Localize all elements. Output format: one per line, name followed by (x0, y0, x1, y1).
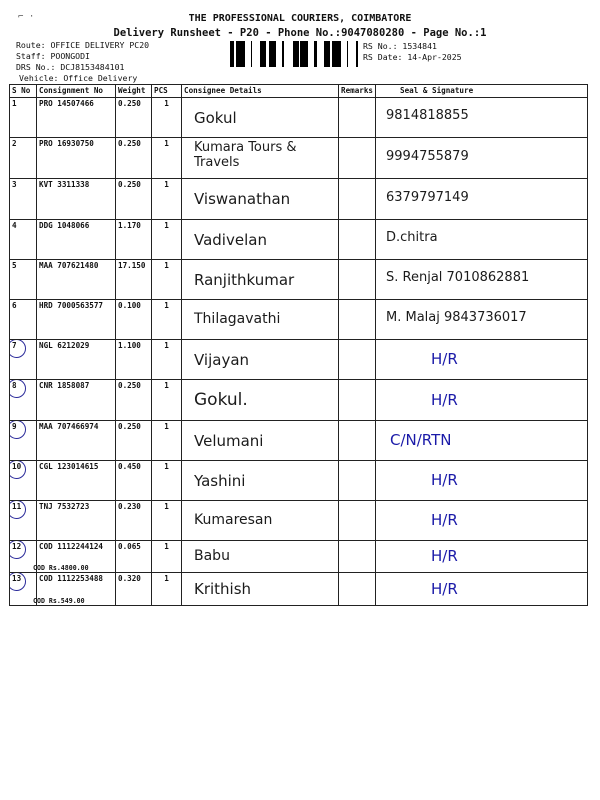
rs-number: RS No.: 1534841 (363, 41, 437, 51)
row-pcs: 1 (152, 138, 182, 179)
runsheet-subtitle: Delivery Runsheet - P20 - Phone No.:9047080280 - Page No.:1 (113, 27, 487, 39)
table-row (10, 541, 588, 573)
row-remarks (339, 461, 376, 501)
table-row (10, 501, 588, 541)
row-sno (10, 461, 37, 501)
row-consignee-text: Vadivelan (194, 230, 267, 249)
row-signature (376, 220, 588, 260)
row-sno (10, 179, 37, 220)
row-consignee (182, 220, 339, 260)
row-sno (10, 340, 37, 380)
row-consignment-text: DDG 1048066 (39, 221, 90, 230)
row-signature-text: H/R (431, 547, 458, 565)
row-consignee-text: Babu (194, 548, 230, 564)
row-remarks (339, 220, 376, 260)
row-signature (376, 260, 588, 300)
row-weight: 1.170 (116, 220, 152, 260)
rs-date: RS Date: 14-Apr-2025 (363, 52, 462, 62)
row-weight: 0.250 (116, 421, 152, 461)
row-pcs: 1 (152, 573, 182, 606)
row-consignment-text: TNJ 7532723 (39, 502, 90, 511)
row-consignment-text: HRD 7000563577 (39, 301, 104, 310)
row-consignment (37, 300, 116, 340)
row-sno (10, 138, 37, 179)
table-row (10, 260, 588, 300)
row-cod-amount: COD Rs.549.00 (33, 597, 85, 605)
col-sno: S No (10, 85, 37, 98)
row-pcs: 1 (152, 340, 182, 380)
row-pcs: 1 (152, 300, 182, 340)
circle-mark (10, 501, 27, 520)
row-sno-text: 11 (12, 502, 22, 511)
row-signature-text: H/R (431, 390, 458, 409)
table-row (10, 220, 588, 260)
row-sno-text: 2 (12, 139, 17, 148)
row-consignment (37, 179, 116, 220)
row-signature-text: S. Renjal 7010862881 (386, 270, 530, 285)
col-consignment: Consignment No (37, 85, 116, 98)
row-consignment-text: CGL 123014615 (39, 462, 99, 471)
row-consignment (37, 138, 116, 179)
row-sno-text: 1 (12, 99, 17, 108)
col-remarks: Remarks (339, 85, 376, 98)
table-row (10, 421, 588, 461)
row-remarks (339, 380, 376, 421)
table-row (10, 179, 588, 220)
row-signature-text: 9994755879 (386, 148, 469, 164)
row-consignment (37, 421, 116, 461)
table-row (10, 573, 588, 606)
row-pcs: 1 (152, 501, 182, 541)
row-consignee-text: Thilagavathi (194, 311, 281, 327)
row-consignment-text: MAA 707466974 (39, 422, 99, 431)
row-pcs: 1 (152, 461, 182, 501)
row-signature (376, 340, 588, 380)
row-signature-text: H/R (431, 511, 458, 529)
col-consignee-details: Consignee Details (182, 85, 339, 98)
row-consignee (182, 340, 339, 380)
row-sno-text: 5 (12, 261, 17, 270)
table-row (10, 300, 588, 340)
row-weight: 0.320 (116, 573, 152, 606)
row-consignment (37, 380, 116, 421)
row-consignee (182, 573, 339, 606)
row-consignee (182, 260, 339, 300)
circle-mark (10, 461, 27, 480)
row-weight: 0.250 (116, 138, 152, 179)
vehicle-label: Vehicle: Office Delivery (19, 73, 138, 83)
row-pcs: 1 (152, 421, 182, 461)
row-signature-text: 9814818855 (386, 108, 469, 123)
row-signature (376, 461, 588, 501)
row-consignee-text: Ranjithkumar (194, 270, 295, 289)
row-consignment (37, 461, 116, 501)
table-row (10, 98, 588, 138)
row-sno (10, 501, 37, 541)
table-row (10, 380, 588, 421)
row-consignment-text: COD 1112253488 (39, 574, 104, 583)
row-consignee (182, 98, 339, 138)
row-pcs: 1 (152, 179, 182, 220)
row-remarks (339, 98, 376, 138)
row-consignee-text: Gokul (194, 108, 237, 127)
row-sno (10, 380, 37, 421)
runsheet-table (9, 84, 588, 606)
row-consignee (182, 421, 339, 461)
row-sno-text: 12 (12, 542, 22, 551)
row-sno-text: 4 (12, 221, 17, 230)
row-pcs: 1 (152, 380, 182, 421)
staff-label: Staff: POONGODI (16, 51, 90, 61)
row-sno-text: 6 (12, 301, 17, 310)
circle-mark (10, 573, 27, 592)
row-signature-text: M. Malaj 9843736017 (386, 310, 527, 325)
row-consignee (182, 461, 339, 501)
row-sno-text: 9 (12, 422, 17, 431)
table-row (10, 340, 588, 380)
row-signature-text: 6379797149 (386, 189, 469, 205)
row-pcs: 1 (152, 220, 182, 260)
row-signature (376, 573, 588, 606)
row-consignee-text: Kumaresan (194, 512, 273, 528)
row-consignment (37, 260, 116, 300)
row-signature (376, 421, 588, 461)
row-weight: 17.150 (116, 260, 152, 300)
row-consignment-text: PRO 16930750 (39, 139, 94, 148)
row-consignee (182, 138, 339, 179)
row-consignee (182, 380, 339, 421)
row-weight: 1.100 (116, 340, 152, 380)
row-remarks (339, 541, 376, 573)
row-sno-text: 3 (12, 180, 17, 189)
row-signature (376, 501, 588, 541)
row-consignee-text: Gokul. (194, 390, 248, 410)
table-header-row (10, 85, 588, 98)
row-consignment (33, 573, 116, 606)
row-consignee (182, 179, 339, 220)
row-consignment (37, 501, 116, 541)
row-remarks (339, 421, 376, 461)
row-sno (10, 220, 37, 260)
row-remarks (339, 501, 376, 541)
row-sno-text: 13 (12, 574, 22, 583)
col-pcs: PCS (152, 85, 182, 98)
row-remarks (339, 138, 376, 179)
scan-mark: ⌐ · (18, 12, 35, 22)
row-weight: 0.250 (116, 179, 152, 220)
row-signature (376, 380, 588, 421)
route-label: Route: OFFICE DELIVERY PC20 (16, 40, 150, 50)
table-row (10, 461, 588, 501)
col-signature: Seal & Signature (376, 85, 588, 98)
row-signature (376, 138, 588, 179)
circle-mark (10, 541, 27, 560)
row-weight: 0.065 (116, 541, 152, 573)
row-signature-text: H/R (431, 350, 458, 368)
row-pcs: 1 (152, 541, 182, 573)
row-consignment-text: MAA 707621480 (39, 261, 99, 270)
col-weight: Weight (116, 85, 152, 98)
row-remarks (339, 300, 376, 340)
row-consignee (182, 501, 339, 541)
row-pcs: 1 (152, 260, 182, 300)
row-consignee-text: Vijayan (194, 350, 250, 369)
company-title: THE PROFESSIONAL COURIERS, COIMBATORE (188, 13, 412, 24)
row-consignee-text: Yashini (194, 471, 246, 490)
row-signature (376, 98, 588, 138)
row-sno-text: 10 (12, 462, 22, 471)
row-signature (376, 179, 588, 220)
barcode-image (230, 41, 358, 67)
row-signature-text: C/N/RTN (390, 431, 452, 449)
circle-mark (10, 421, 27, 440)
row-consignee (182, 300, 339, 340)
row-sno-text: 8 (12, 381, 17, 390)
row-consignee-text: Viswanathan (194, 190, 291, 208)
row-weight: 0.100 (116, 300, 152, 340)
row-consignment-text: COD 1112244124 (39, 542, 104, 551)
row-consignment-text: NGL 6212029 (39, 341, 90, 350)
row-sno-text: 7 (12, 341, 17, 350)
row-cod-amount: COD Rs.4800.00 (33, 564, 89, 572)
row-signature (376, 300, 588, 340)
row-consignment-text: CNR 1858087 (39, 381, 90, 390)
row-signature (376, 541, 588, 573)
row-remarks (339, 340, 376, 380)
row-weight: 0.230 (116, 501, 152, 541)
row-consignment-text: KVT 3311338 (39, 180, 90, 189)
row-consignment (37, 98, 116, 138)
row-signature-text: H/R (431, 471, 458, 489)
row-pcs: 1 (152, 98, 182, 138)
row-sno (10, 260, 37, 300)
row-sno (10, 300, 37, 340)
row-consignment-text: PRO 14507466 (39, 99, 94, 108)
row-remarks (339, 260, 376, 300)
drs-label: DRS No.: DCJ8153484101 (16, 62, 125, 72)
row-remarks (339, 179, 376, 220)
row-consignee (182, 541, 339, 573)
circle-mark (10, 380, 27, 399)
row-sno (10, 98, 37, 138)
circle-mark (10, 340, 27, 359)
row-consignment (33, 541, 116, 573)
row-consignment (37, 220, 116, 260)
row-consignment (37, 340, 116, 380)
row-consignee-text: Velumani (194, 431, 264, 450)
row-remarks (339, 573, 376, 606)
row-weight: 0.250 (116, 98, 152, 138)
row-sno (10, 421, 37, 461)
table-row (10, 138, 588, 179)
row-consignee-text: Krithish (194, 580, 252, 598)
row-signature-text: H/R (431, 579, 458, 598)
row-signature-text: D.chitra (386, 230, 438, 245)
row-weight: 0.450 (116, 461, 152, 501)
row-consignee-text: Kumara Tours & Travels (194, 140, 297, 170)
row-weight: 0.250 (116, 380, 152, 421)
